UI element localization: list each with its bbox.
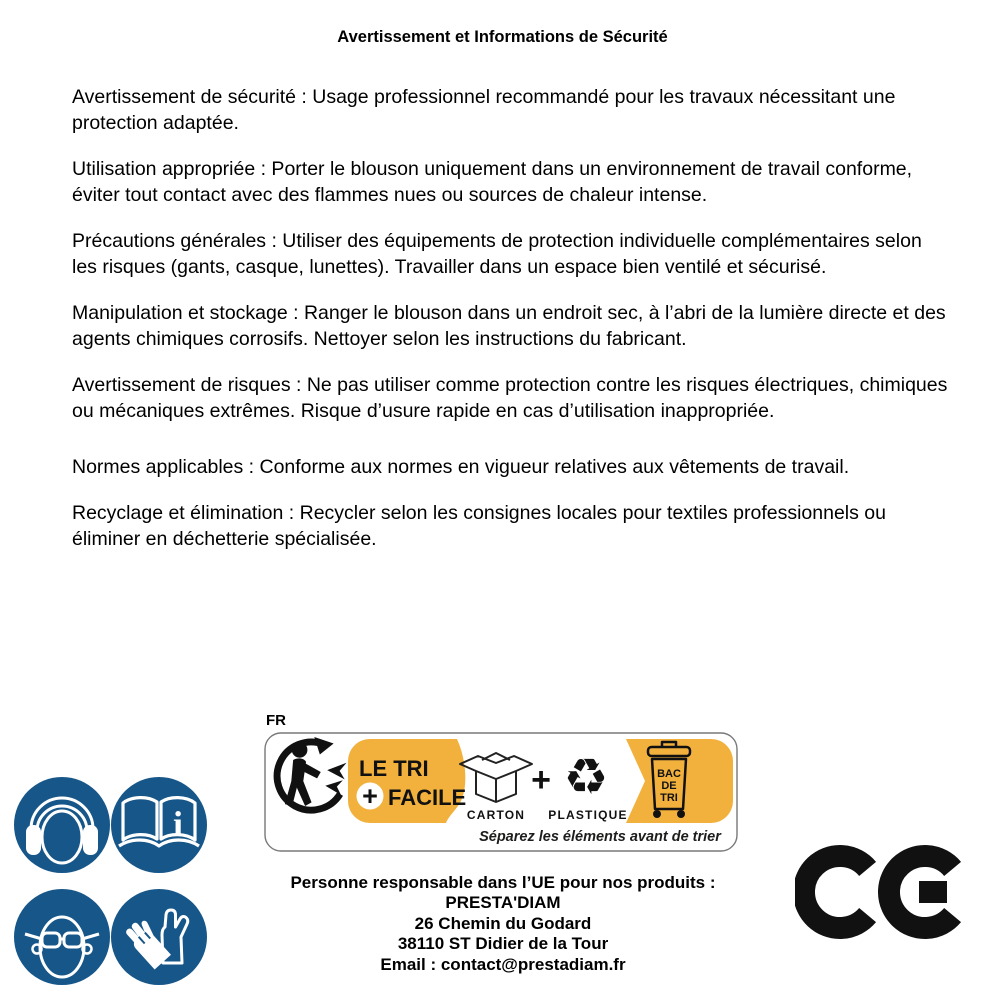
bin-line-1: BAC xyxy=(657,768,681,780)
responsible-street: 26 Chemin du Godard xyxy=(414,913,592,933)
para-security-warning: Avertissement de sécurité : Usage professionnel recommandé pour les travaux nécessitant une protection adaptée. xyxy=(72,86,896,134)
para-risk-warning: Avertissement de risques : Ne pas utiliser comme protection contre les risques électriques, chimiques ou mécaniques extrêmes. Risque d’usure rapide en cas d’utilisation inappropriée. xyxy=(72,374,948,422)
bin-line-2: DE xyxy=(661,780,677,792)
material-carton-label: CARTON xyxy=(466,808,526,822)
para-general-precautions: Précautions générales : Utiliser des équipements de protection individuelle complémentaires selon les risques (gants, casque, lunettes). Travailler dans un espace bien ventilé et sécurisé. xyxy=(72,230,922,278)
para-standards: Normes applicables : Conforme aux normes en vigueur relatives aux vêtements de travail. xyxy=(72,456,850,478)
eu-responsible-block xyxy=(253,873,753,975)
ce-mark-icon xyxy=(795,840,995,970)
responsible-city: 38110 ST Didier de la Tour xyxy=(397,934,609,954)
materials-plus: + xyxy=(531,761,551,799)
responsible-company: PRESTA'DIAM xyxy=(445,893,561,913)
para-handling-storage: Manipulation et stockage : Ranger le blouson dans un endroit sec, à l’abri de la lumière directe et des agents chimiques corrosifs. Nettoyer selon les instructions du fabricant. xyxy=(72,302,946,350)
responsible-email: Email : contact@prestadiam.fr xyxy=(380,954,626,974)
headline-top: LE TRI xyxy=(359,756,429,781)
plus-badge: + xyxy=(362,781,378,811)
country-code-label: FR xyxy=(266,712,286,729)
mandatory-pictogram-grid xyxy=(12,775,212,995)
safety-paragraphs xyxy=(72,84,948,572)
headline-bottom: FACILE xyxy=(388,785,467,810)
read-manual-icon xyxy=(111,777,207,873)
eye-protection-icon xyxy=(14,889,110,985)
sorting-tagline: Séparez les éléments avant de trier xyxy=(479,829,721,845)
responsible-heading: Personne responsable dans l’UE pour nos produits : xyxy=(290,873,716,892)
ear-protection-icon xyxy=(14,777,110,873)
plastique-recycling-icon: ♻ xyxy=(563,748,609,806)
bin-line-3: TRI xyxy=(660,792,678,804)
gloves-icon xyxy=(111,889,207,985)
page-title: Avertissement et Informations de Sécurité xyxy=(337,28,668,46)
info-tri-banner xyxy=(264,712,740,858)
material-plastique-label: PLASTIQUE xyxy=(548,808,628,822)
manual-info-symbol: i xyxy=(172,804,184,844)
para-proper-use: Utilisation appropriée : Porter le blouson uniquement dans un environnement de travail conforme, éviter tout contact avec des flammes nues ou sources de chaleur intense. xyxy=(72,158,913,206)
para-recycling: Recyclage et élimination : Recycler selon les consignes locales pour textiles professionnels ou éliminer en déchetterie spécialisée. xyxy=(72,502,887,550)
